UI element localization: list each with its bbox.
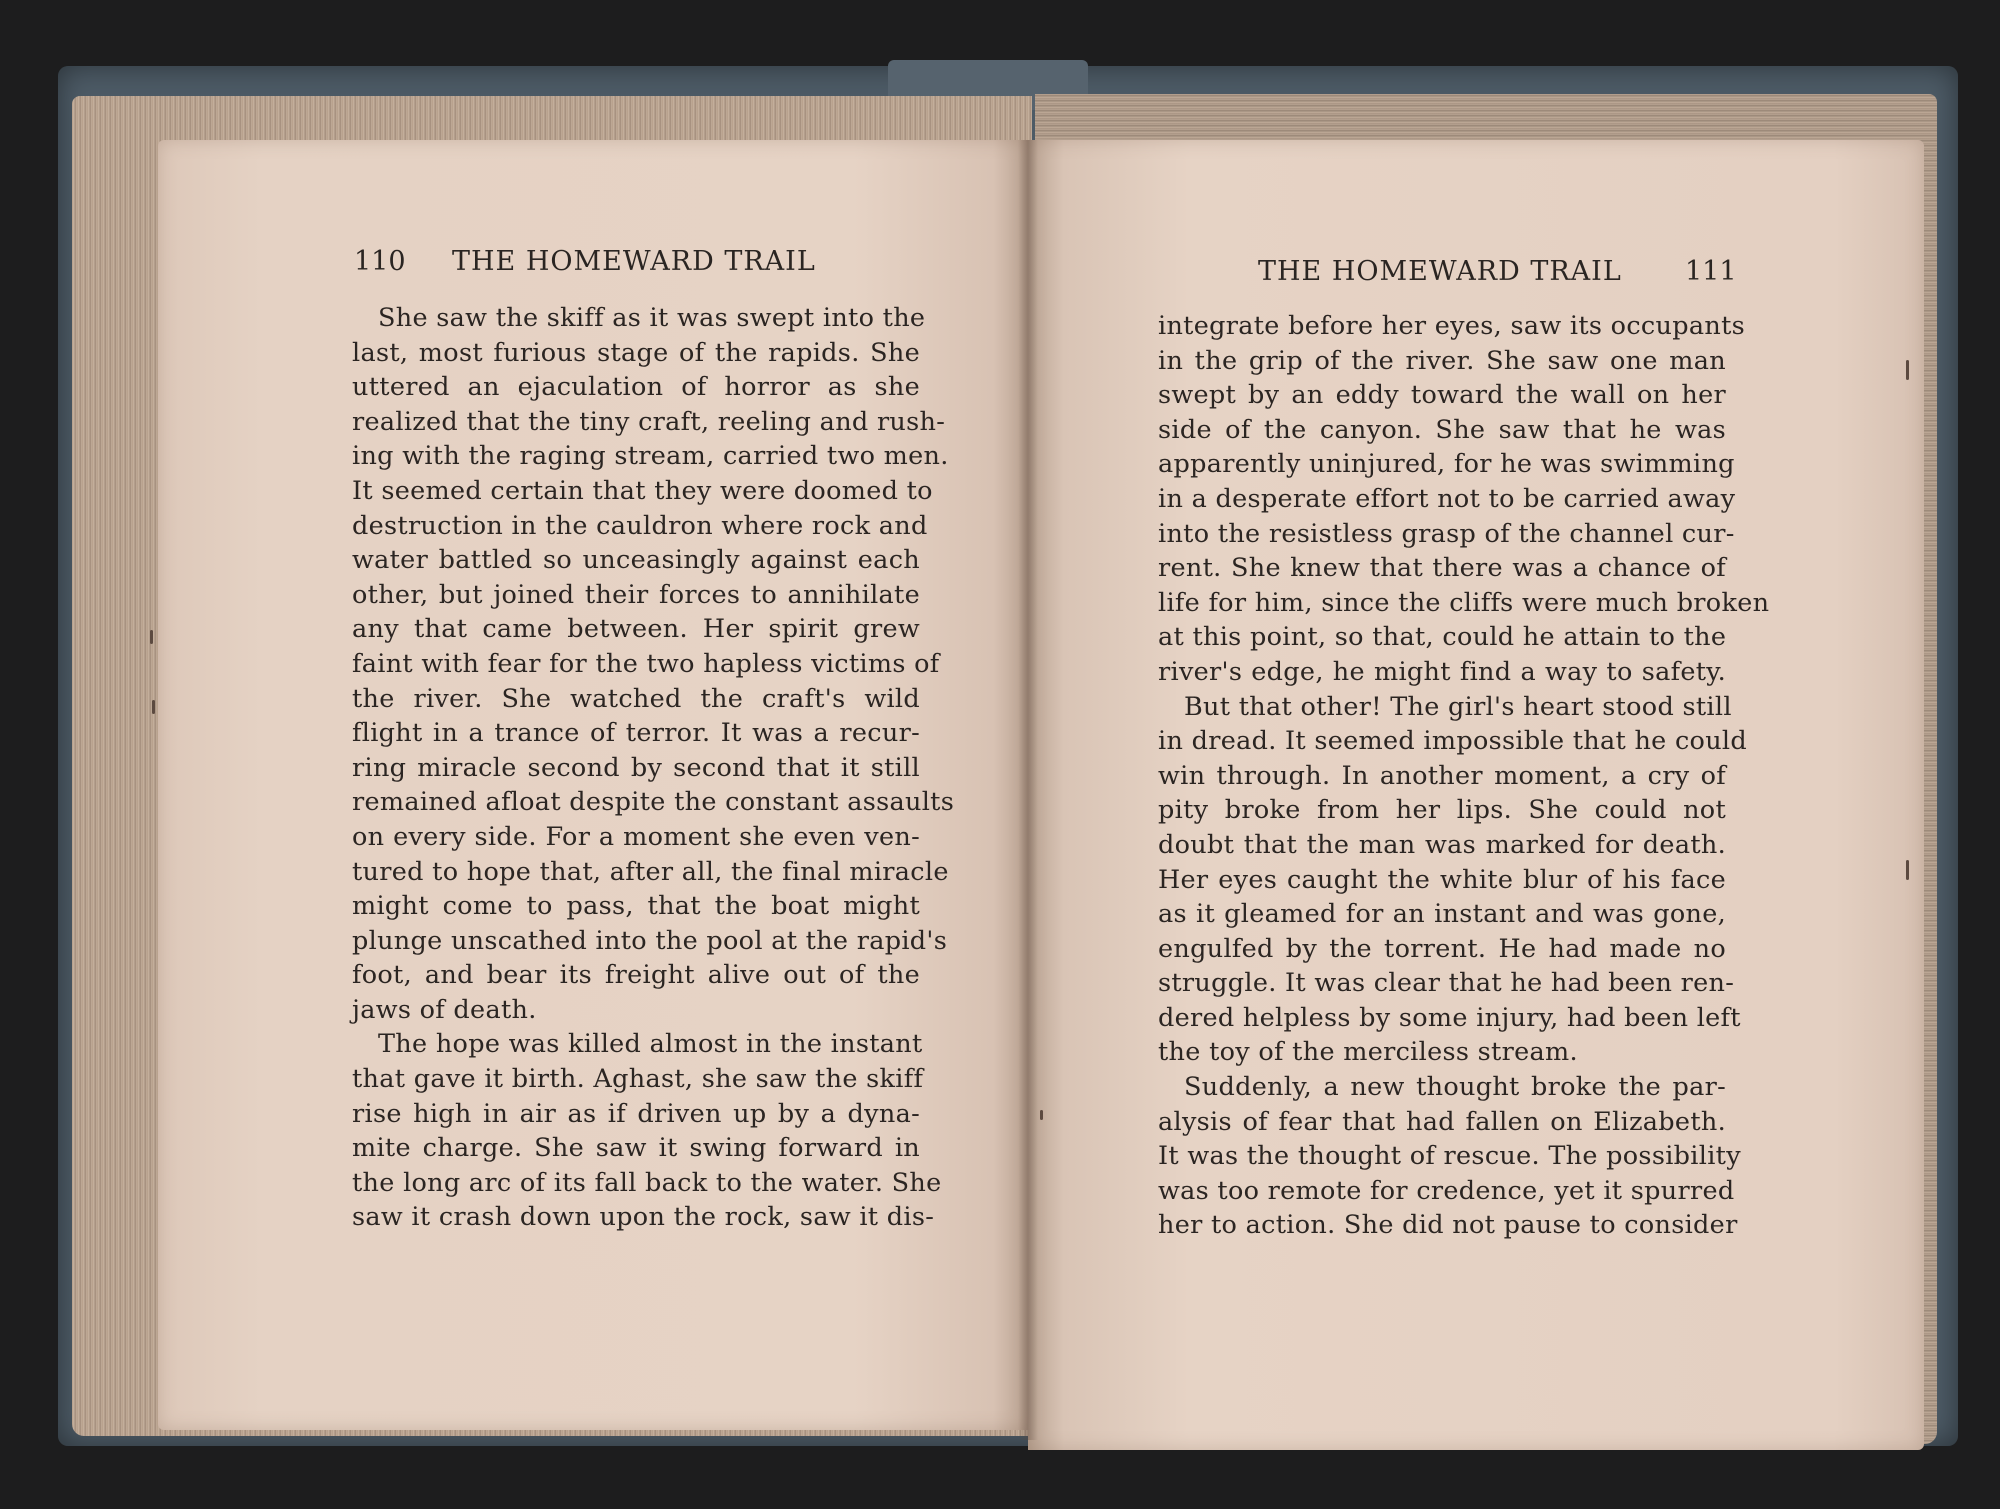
text-line: doubt that the man was marked for death. [1158, 829, 1726, 860]
text-line: plunge unscathed into the pool at the rapid's [352, 925, 948, 956]
text-line: tured to hope that, after all, the final miracle [352, 856, 949, 887]
left-page-text [352, 301, 955, 1235]
text-line: saw it crash down upon the rock, saw it dis- [352, 1202, 935, 1233]
text-line: dered helpless by some injury, had been left [1158, 1002, 1741, 1033]
text-line: any that came between. Her spirit grew [352, 614, 920, 645]
text-line: integrate before her eyes, saw its occupants [1158, 311, 1745, 341]
text-line: alysis of fear that had fallen on Elizabeth. [1158, 1106, 1726, 1137]
right-page-number: 111 [1685, 256, 1737, 287]
text-line: jaws of death. [352, 994, 537, 1025]
text-line: river's edge, he might find a way to safety. [1158, 656, 1726, 687]
text-line: the long arc of its fall back to the water. She [352, 1167, 942, 1198]
text-line: in a desperate effort not to be carried away [1158, 483, 1736, 514]
text-line: rent. She knew that there was a chance of [1158, 553, 1726, 584]
text-line: last, most furious stage of the rapids. She [352, 337, 920, 368]
text-line: in the grip of the river. She saw one man [1158, 345, 1726, 376]
text-line: Her eyes caught the white blur of his face [1158, 864, 1726, 895]
paper-mark [1906, 360, 1909, 380]
text-line: as it gleamed for an instant and was gone, [1158, 899, 1726, 930]
text-line: ing with the raging stream, carried two men. [352, 441, 949, 472]
text-line: other, but joined their forces to annihilate [352, 579, 920, 610]
text-line: remained afloat despite the constant assaults [352, 787, 955, 818]
text-line: mite charge. She saw it swing forward in [352, 1133, 920, 1164]
text-line: side of the canyon. She saw that he was [1158, 414, 1726, 445]
text-line: It seemed certain that they were doomed to [352, 475, 933, 506]
text-line: on every side. For a moment she even ven- [352, 821, 920, 852]
text-line: in dread. It seemed impossible that he could [1158, 726, 1748, 757]
text-line: into the resistless grasp of the channel cur- [1158, 518, 1735, 549]
text-line: faint with fear for the two hapless victims of [352, 648, 940, 679]
text-line: might come to pass, that the boat might [352, 891, 920, 922]
text-line: the toy of the merciless stream. [1158, 1037, 1578, 1068]
text-line: realized that the tiny craft, reeling and rush- [352, 406, 946, 437]
text-line: was too remote for credence, yet it spurred [1158, 1175, 1735, 1206]
text-line: But that other! The girl's heart stood still [1184, 691, 1732, 722]
text-line: that gave it birth. Aghast, she saw the skiff [352, 1064, 924, 1095]
paper-mark [152, 700, 155, 714]
text-line: She saw the skiff as it was swept into the [378, 303, 926, 333]
text-line: uttered an ejaculation of horror as she [352, 372, 920, 403]
text-line: pity broke from her lips. She could not [1158, 795, 1726, 826]
text-line: her to action. She did not pause to consider [1158, 1210, 1738, 1241]
text-line: flight in a trance of terror. It was a recur- [352, 718, 920, 749]
text-line: apparently uninjured, for he was swimming [1158, 449, 1735, 480]
paper-mark [150, 630, 153, 644]
text-line: water battled so unceasingly against each [352, 545, 920, 576]
text-line: ring miracle second by second that it still [352, 752, 920, 783]
text-line: at this point, so that, could he attain to the [1158, 622, 1727, 653]
text-line: Suddenly, a new thought broke the par- [1184, 1072, 1726, 1103]
paper-mark [1906, 860, 1909, 880]
left-running-head: THE HOMEWARD TRAIL [452, 246, 816, 277]
text-line: the river. She watched the craft's wild [352, 683, 920, 714]
text-line: win through. In another moment, a cry of [1158, 760, 1726, 791]
right-page-text [1158, 309, 1770, 1243]
text-line: foot, and bear its freight alive out of the [352, 960, 920, 991]
text-line: struggle. It was clear that he had been ren- [1158, 968, 1735, 999]
paper-mark [1040, 1110, 1043, 1120]
text-line: destruction in the cauldron where rock and [352, 510, 928, 541]
text-line: engulfed by the torrent. He had made no [1158, 933, 1726, 964]
text-line: life for him, since the cliffs were much broken [1158, 587, 1770, 618]
right-running-head: THE HOMEWARD TRAIL [1258, 256, 1622, 287]
book-gutter [1018, 140, 1038, 1440]
text-line: The hope was killed almost in the instant [378, 1029, 923, 1060]
left-page-number: 110 [354, 246, 406, 277]
text-line: swept by an eddy toward the wall on her [1158, 380, 1726, 411]
text-line: It was the thought of rescue. The possibility [1158, 1141, 1741, 1172]
text-line: rise high in air as if driven up by a dyna- [352, 1098, 920, 1129]
